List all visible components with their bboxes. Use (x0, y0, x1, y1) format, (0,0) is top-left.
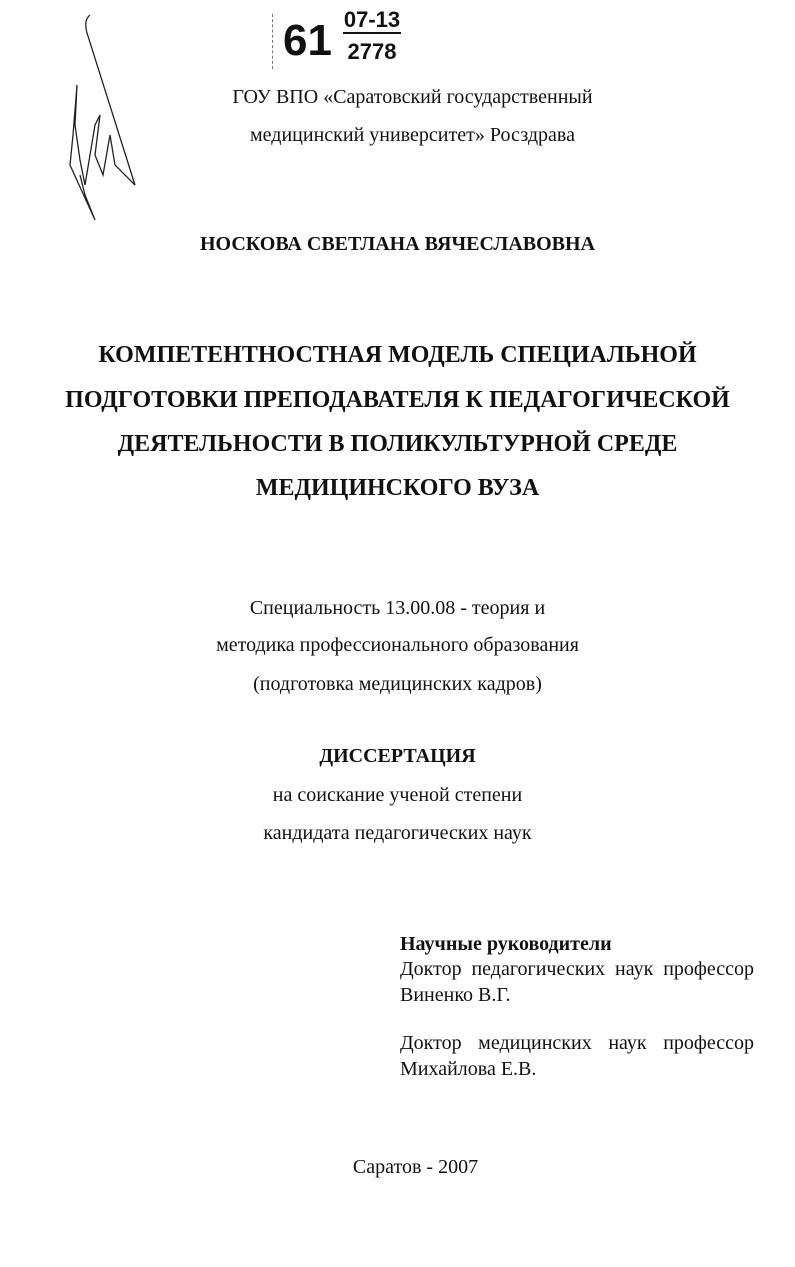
author-name: НОСКОВА СВЕТЛАНА ВЯЧЕСЛАВОВНА (199, 233, 596, 255)
degree-line-2: кандидата педагогических наук (263, 822, 532, 844)
supervisor-2-name: Михайлова Е.В. (400, 1058, 537, 1080)
handwritten-signature (55, 5, 145, 235)
title-line-4: МЕДИЦИНСКОГО ВУЗА (255, 475, 540, 501)
stamp-divider (272, 14, 273, 69)
degree-line-1: на соискание ученой степени (272, 784, 523, 806)
supervisor-1-name: Виненко В.Г. (400, 984, 511, 1006)
supervisor-2-title: Доктор медицинских наук профессор (400, 1032, 754, 1054)
registry-code-denominator: 2778 (347, 39, 397, 64)
place-year: Саратов - 2007 (352, 1156, 479, 1178)
title-line-3: ДЕЯТЕЛЬНОСТИ В ПОЛИКУЛЬТУРНОЙ СРЕДЕ (117, 431, 678, 457)
title-line-1: КОМПЕТЕНТНОСТНАЯ МОДЕЛЬ СПЕЦИАЛЬНОЙ (98, 342, 697, 368)
supervisors-heading: Научные руководители (400, 933, 612, 955)
institution-line-2: медицинский университет» Росздрава (250, 124, 575, 146)
specialty-line-1: Специальность 13.00.08 - теория и (249, 597, 546, 619)
work-type: ДИССЕРТАЦИЯ (319, 745, 476, 767)
title-line-2: ПОДГОТОВКИ ПРЕПОДАВАТЕЛЯ К ПЕДАГОГИЧЕСКОЙ (65, 387, 730, 413)
institution-line-1: ГОУ ВПО «Саратовский государственный (232, 86, 593, 108)
supervisor-1-title: Доктор педагогических наук профессор (400, 958, 754, 980)
registry-code-numerator: 07-13 (343, 7, 401, 32)
specialty-line-2: методика профессионального образования (216, 634, 579, 656)
registry-code-main: 61 (283, 16, 332, 65)
specialty-line-3: (подготовка медицинских кадров) (253, 673, 542, 695)
